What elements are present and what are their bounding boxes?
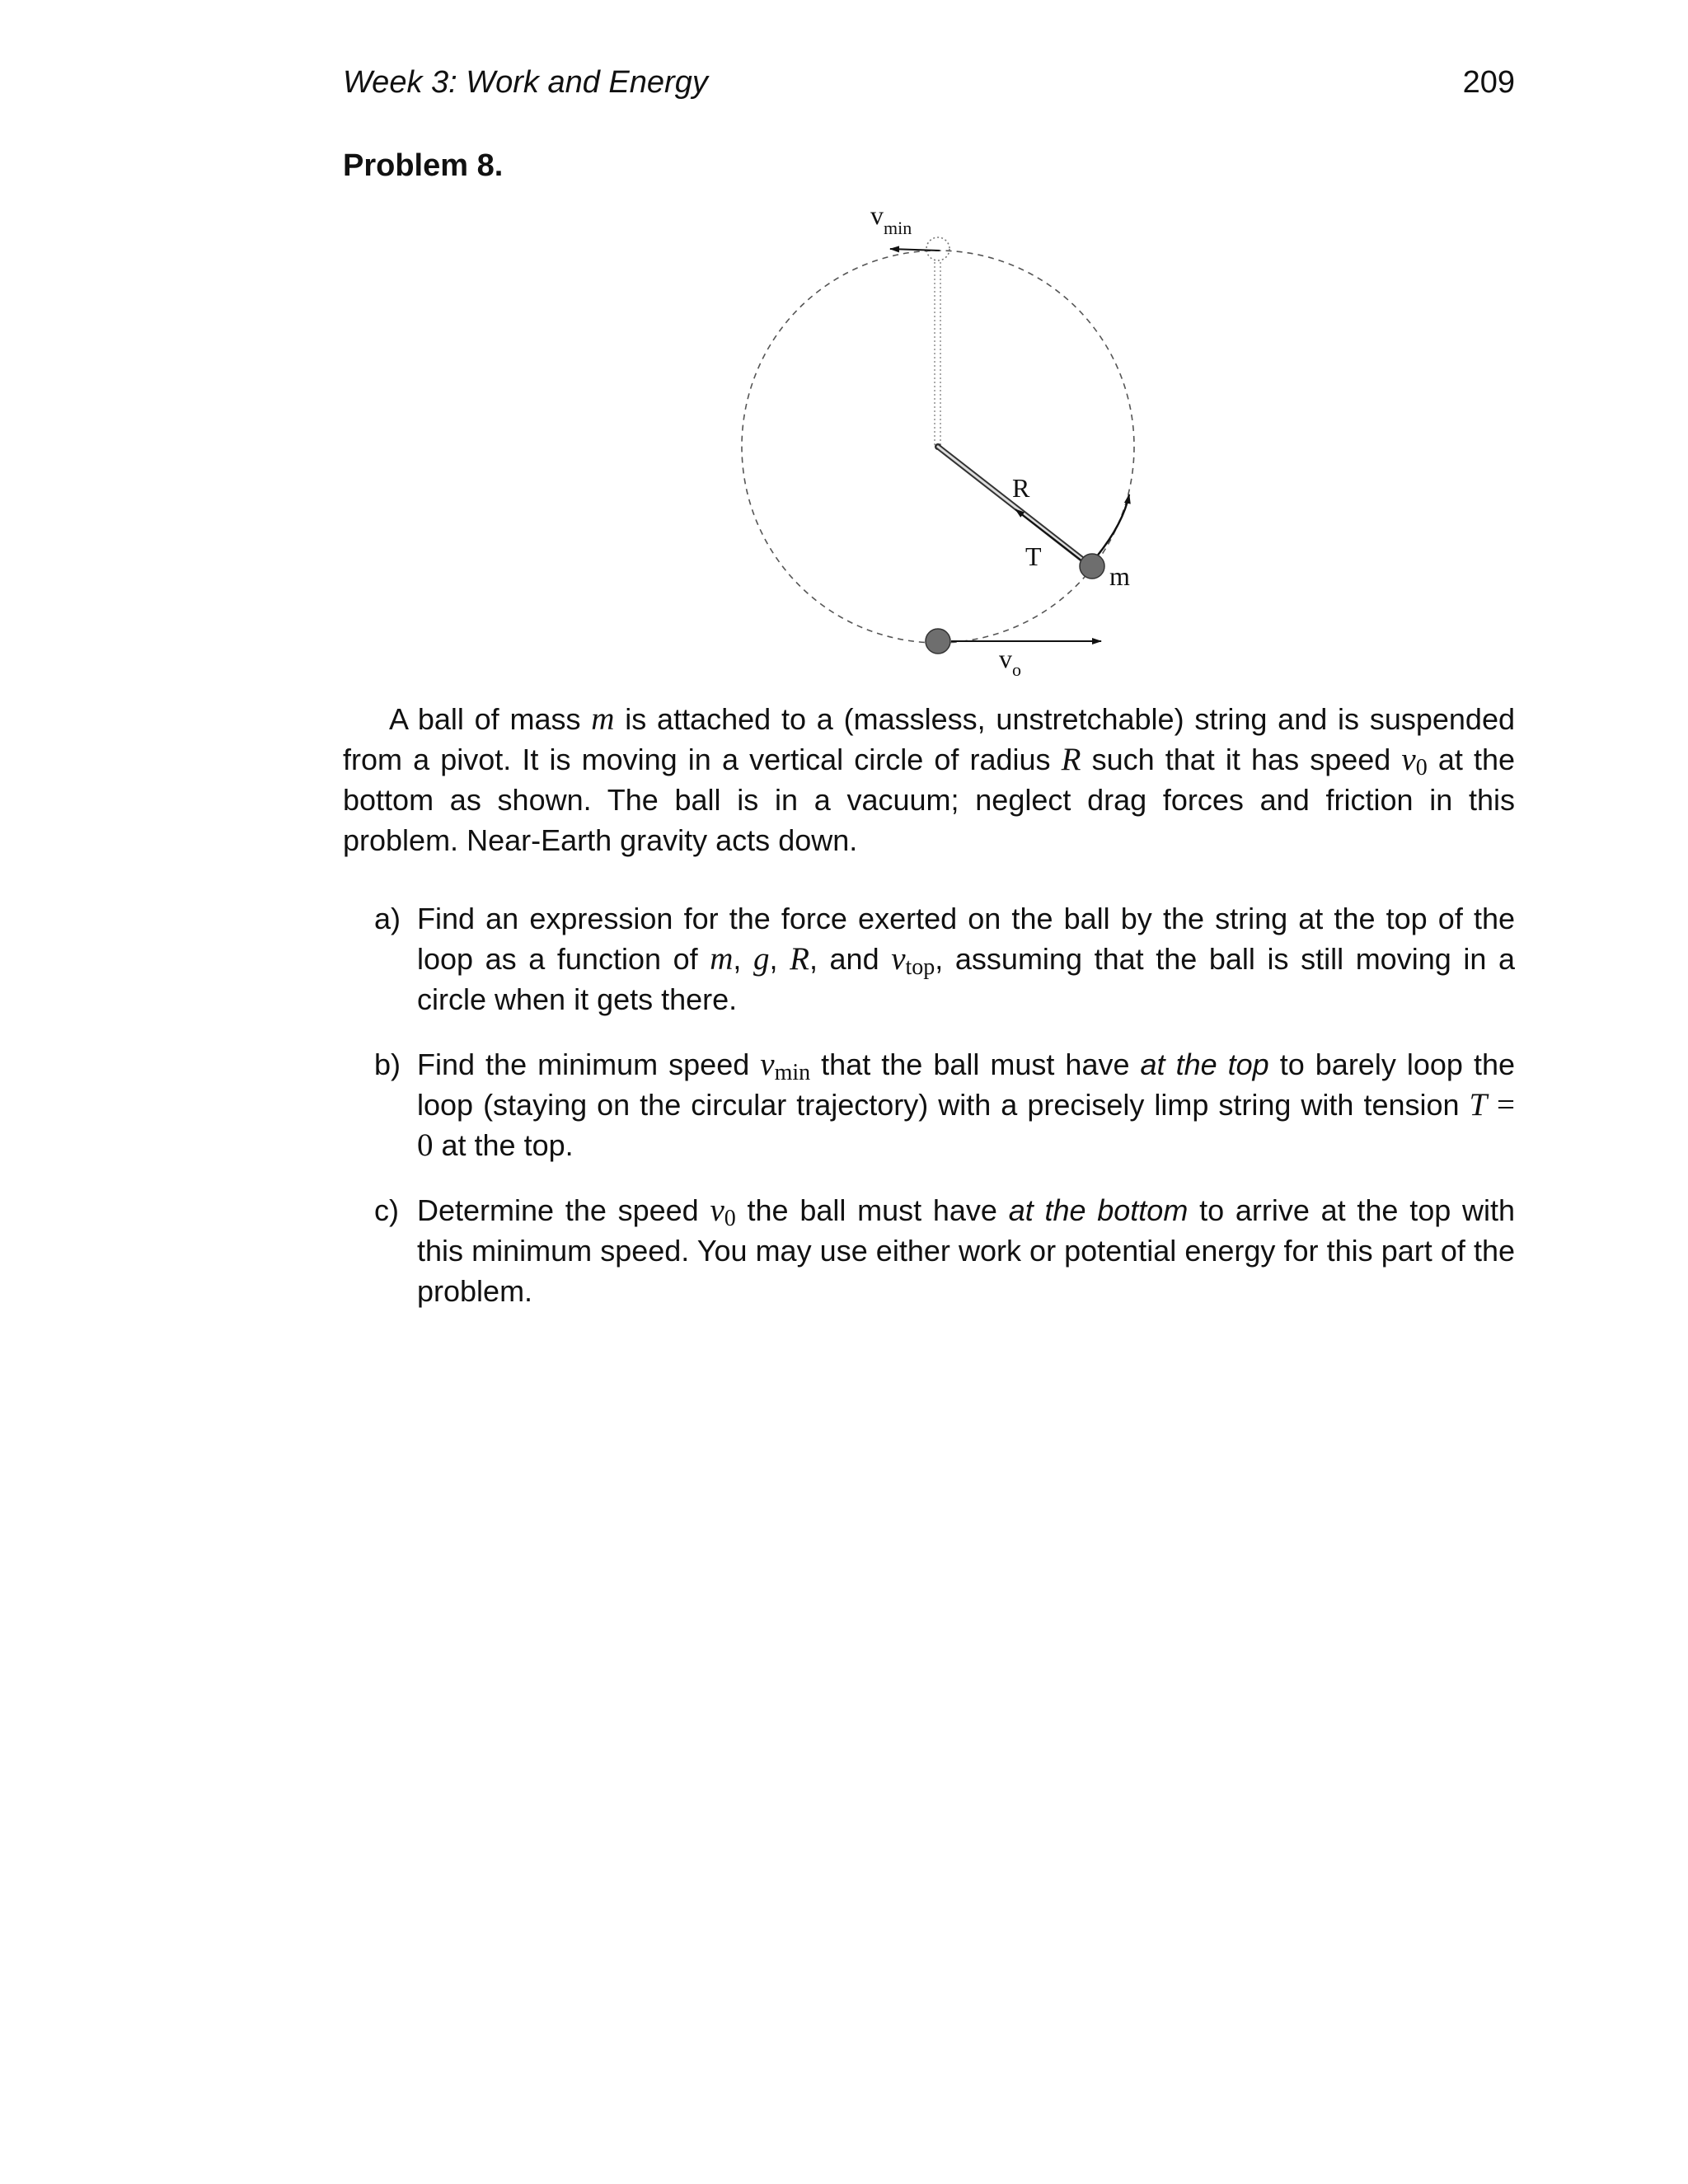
page-number: 209 (1462, 65, 1515, 100)
v0-symbol: v (1401, 742, 1416, 777)
label-vo: $v_o$ (999, 644, 1021, 680)
vmin-arrow (890, 249, 940, 251)
part-c: c) Determine the speed $v_0$ the ball must have at the bottom to arrive at the top with this minimum speed. You may use either work or potential energy for this part of the problem. (343, 1190, 1515, 1311)
part-a: a) Find an expression for the force exerted on the ball by the string at the top of the loop as a function of m, g, R, and $v_{top}$, assuming that the ball is still moving in a circle when it gets there. (343, 898, 1515, 1019)
string-at-top (935, 262, 940, 447)
part-b: b) Find the minimum speed $v_{min}$ that the ball must have at the top to barely loop the loop (staying on the circular trajectory) with a precisely limp string with tension T = 0 at the top. (343, 1044, 1515, 1165)
label-vmin: $v_{min}$ (870, 200, 912, 238)
problem-parts-list (343, 898, 1515, 1336)
mass-symbol: m (591, 701, 615, 737)
ball-top-position (926, 237, 950, 260)
problem-statement: A ball of mass m is attached to a (massless, unstretchable) string and is suspended from a pivot. It is moving in a vertical circle of radius R such that it has speed $v_0$ at the bottom as shown. The ball is in a vacuum; neglect drag forces and friction in this problem. Near-Earth gravity acts down. (343, 701, 1516, 857)
ball-bottom (926, 629, 950, 654)
label-R: R (1012, 473, 1030, 503)
loop-the-loop-figure (709, 198, 1187, 692)
label-T: T (1025, 541, 1042, 571)
label-m: m (1109, 561, 1130, 591)
radius-symbol: R (1061, 742, 1081, 777)
running-title: Week 3: Work and Energy (343, 65, 708, 100)
ball-m (1080, 554, 1104, 579)
string-to-ball (938, 447, 1091, 566)
motion-arc-arrow (1096, 494, 1129, 557)
part-b-marker: b) (374, 1047, 401, 1081)
part-a-marker: a) (374, 902, 401, 935)
running-head (343, 59, 1515, 105)
part-c-marker: c) (374, 1193, 399, 1227)
figure-svg (709, 198, 1187, 692)
problem-title: Problem 8. (343, 148, 504, 183)
